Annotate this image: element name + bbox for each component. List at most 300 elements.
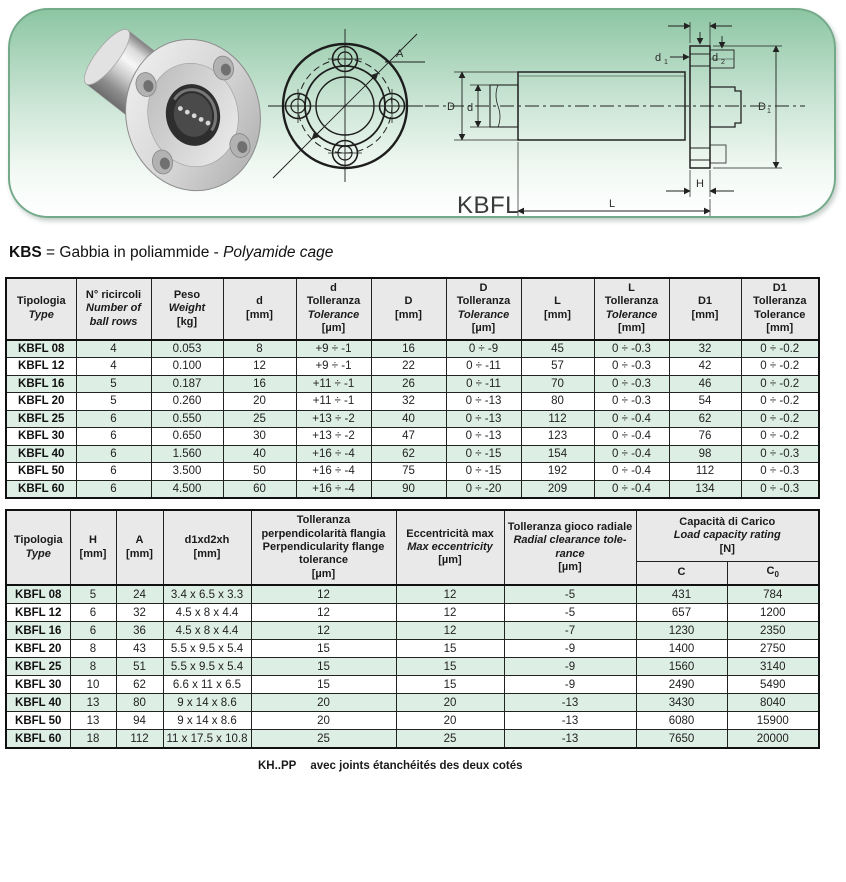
column-header-line: d xyxy=(256,295,263,308)
dim-D1-sub: 1 xyxy=(767,108,771,115)
value-cell: 70 xyxy=(521,375,594,393)
column-header-line: [kg] xyxy=(176,315,198,328)
value-cell: 42 xyxy=(669,358,741,376)
value-cell: 18 xyxy=(70,730,116,749)
value-cell: 0 ÷ -0.3 xyxy=(741,480,819,498)
column-header xyxy=(223,278,296,340)
value-cell: 75 xyxy=(371,463,446,481)
value-cell: 12 xyxy=(396,604,504,622)
table-row xyxy=(6,640,819,658)
type-cell: KBFL 25 xyxy=(6,658,70,676)
column-header-line: Peso xyxy=(173,288,201,301)
value-cell: 0 ÷ -15 xyxy=(446,463,521,481)
column-header xyxy=(151,278,223,340)
column-header-line: L xyxy=(554,295,561,308)
value-cell: 12 xyxy=(251,585,396,604)
performance-table xyxy=(5,509,820,749)
value-cell: 0 ÷ -0.4 xyxy=(594,445,669,463)
value-cell: 25 xyxy=(396,730,504,749)
column-header-line: Tolerance xyxy=(605,308,658,321)
value-cell: 0 ÷ -0.3 xyxy=(741,445,819,463)
value-cell: 15 xyxy=(251,658,396,676)
capacity-subheader xyxy=(636,561,727,585)
table-row xyxy=(6,622,819,640)
value-cell: 431 xyxy=(636,585,727,604)
value-cell: 6 xyxy=(76,445,151,463)
value-cell: 0.053 xyxy=(151,340,223,358)
value-cell: 3.500 xyxy=(151,463,223,481)
column-header-line: Tipologia xyxy=(13,534,63,547)
value-cell: 54 xyxy=(669,393,741,411)
value-cell: 26 xyxy=(371,375,446,393)
table-row xyxy=(6,428,819,446)
column-header-line: [µm] xyxy=(471,322,496,335)
value-cell: 4.5 x 8 x 4.4 xyxy=(163,604,251,622)
value-cell: 5 xyxy=(76,375,151,393)
value-cell: 8 xyxy=(70,658,116,676)
value-cell: 0 ÷ -11 xyxy=(446,358,521,376)
value-cell: 40 xyxy=(223,445,296,463)
value-cell: 76 xyxy=(669,428,741,446)
value-cell: 112 xyxy=(669,463,741,481)
column-header xyxy=(594,278,669,340)
column-header-line: Weight xyxy=(168,302,206,315)
dim-D-label: D xyxy=(447,101,455,113)
type-cell: KBFL 40 xyxy=(6,445,76,463)
value-cell: 62 xyxy=(116,676,163,694)
value-cell: 11 x 17.5 x 10.8 xyxy=(163,730,251,749)
type-cell: KBFL 25 xyxy=(6,410,76,428)
capacity-subheader-label: C xyxy=(677,566,686,579)
value-cell: 0 ÷ -0.4 xyxy=(594,480,669,498)
value-cell: +11 ÷ -1 xyxy=(296,375,371,393)
column-header-line: Tipologia xyxy=(16,295,66,308)
value-cell: 25 xyxy=(251,730,396,749)
value-cell: 209 xyxy=(521,480,594,498)
value-cell: -13 xyxy=(504,730,636,749)
value-cell: 1230 xyxy=(636,622,727,640)
value-cell: 24 xyxy=(116,585,163,604)
value-cell: 12 xyxy=(223,358,296,376)
value-cell: 1200 xyxy=(727,604,819,622)
value-cell: 0 ÷ -9 xyxy=(446,340,521,358)
column-header-line: D xyxy=(404,295,413,308)
value-cell: 62 xyxy=(669,410,741,428)
value-cell: 32 xyxy=(669,340,741,358)
value-cell: +9 ÷ -1 xyxy=(296,358,371,376)
dim-D1-label: D xyxy=(758,101,766,113)
column-header xyxy=(504,510,636,585)
product-label: KBFL xyxy=(457,192,520,216)
value-cell: +16 ÷ -4 xyxy=(296,445,371,463)
column-header-line: Number of xyxy=(86,302,141,315)
table-row xyxy=(6,463,819,481)
value-cell: 57 xyxy=(521,358,594,376)
column-header-line: Tolleranza xyxy=(604,295,659,308)
column-header-line: [mm] xyxy=(79,547,107,560)
value-cell: 36 xyxy=(116,622,163,640)
value-cell: 8040 xyxy=(727,694,819,712)
value-cell: 94 xyxy=(116,712,163,730)
value-cell: +13 ÷ -2 xyxy=(296,428,371,446)
value-cell: 60 xyxy=(223,480,296,498)
value-cell: 0 ÷ -13 xyxy=(446,428,521,446)
value-cell: 20 xyxy=(223,393,296,411)
value-cell: 2490 xyxy=(636,676,727,694)
capacity-header xyxy=(636,510,819,561)
value-cell: 16 xyxy=(223,375,296,393)
column-header-line: rance xyxy=(555,547,585,560)
type-cell: KBFL 12 xyxy=(6,358,76,376)
value-cell: 784 xyxy=(727,585,819,604)
value-cell: 6 xyxy=(70,604,116,622)
value-cell: -9 xyxy=(504,658,636,676)
column-header xyxy=(116,510,163,585)
value-cell: 0.187 xyxy=(151,375,223,393)
dim-d2-label: d xyxy=(711,52,719,64)
type-cell: KBFL 16 xyxy=(6,375,76,393)
value-cell: +16 ÷ -4 xyxy=(296,480,371,498)
column-header xyxy=(371,278,446,340)
dim-H-label: H xyxy=(696,178,704,190)
value-cell: 9 x 14 x 8.6 xyxy=(163,712,251,730)
type-cell: KBFL 08 xyxy=(6,340,76,358)
cage-caption-text-en: Polyamide cage xyxy=(223,244,334,261)
value-cell: 4.500 xyxy=(151,480,223,498)
dimensions-table xyxy=(5,277,820,499)
column-header-line: Radial clearance tole- xyxy=(513,534,627,547)
value-cell: 46 xyxy=(669,375,741,393)
column-header-line: Type xyxy=(28,308,54,321)
table-row xyxy=(6,480,819,498)
column-header-line: Tolerance xyxy=(457,308,510,321)
value-cell: 90 xyxy=(371,480,446,498)
value-cell: 6 xyxy=(76,480,151,498)
value-cell: 98 xyxy=(669,445,741,463)
column-header xyxy=(70,510,116,585)
value-cell: 13 xyxy=(70,694,116,712)
value-cell: 6 xyxy=(70,622,116,640)
table-row xyxy=(6,410,819,428)
table-row xyxy=(6,585,819,604)
capacity-subheader xyxy=(727,561,819,585)
value-cell: 0 ÷ -11 xyxy=(446,375,521,393)
value-cell: 12 xyxy=(251,604,396,622)
type-cell: KBFL 50 xyxy=(6,712,70,730)
column-header-line: [mm] xyxy=(544,308,571,321)
value-cell: -9 xyxy=(504,640,636,658)
value-cell: 13 xyxy=(70,712,116,730)
column-header-line: Eccentricità max xyxy=(406,527,494,540)
value-cell: 20 xyxy=(251,694,396,712)
value-cell: 0 ÷ -0.3 xyxy=(594,340,669,358)
value-cell: 15900 xyxy=(727,712,819,730)
value-cell: 15 xyxy=(251,640,396,658)
value-cell: 4.5 x 8 x 4.4 xyxy=(163,622,251,640)
value-cell: 3430 xyxy=(636,694,727,712)
column-header-line: L xyxy=(628,282,635,294)
column-header-line: [µm] xyxy=(311,567,336,580)
value-cell: 0.100 xyxy=(151,358,223,376)
value-cell: 0 ÷ -0.2 xyxy=(741,410,819,428)
header-row xyxy=(6,510,819,561)
value-cell: 5.5 x 9.5 x 5.4 xyxy=(163,640,251,658)
value-cell: 0 ÷ -0.2 xyxy=(741,340,819,358)
value-cell: 7650 xyxy=(636,730,727,749)
value-cell: 2350 xyxy=(727,622,819,640)
product-photo xyxy=(77,23,274,203)
type-cell: KBFL 08 xyxy=(6,585,70,604)
column-header xyxy=(251,510,396,585)
product-drawing-panel xyxy=(8,8,836,218)
footnote-text: avec joints étanchéités des deux cotés xyxy=(310,760,523,773)
capacity-subheader-subscript: 0 xyxy=(774,570,779,580)
value-cell: 51 xyxy=(116,658,163,676)
value-cell: 15 xyxy=(396,640,504,658)
value-cell: 0.260 xyxy=(151,393,223,411)
column-header xyxy=(669,278,741,340)
value-cell: +9 ÷ -1 xyxy=(296,340,371,358)
value-cell: 2750 xyxy=(727,640,819,658)
table-row xyxy=(6,712,819,730)
value-cell: 6 xyxy=(76,428,151,446)
table-row xyxy=(6,393,819,411)
value-cell: 9 x 14 x 8.6 xyxy=(163,694,251,712)
column-header-line: Tolerance xyxy=(754,308,806,321)
catalog-page xyxy=(0,8,846,882)
value-cell: -9 xyxy=(504,676,636,694)
cage-caption-text: = Gabbia in poliammide - xyxy=(41,244,224,261)
footnote xyxy=(258,760,846,772)
value-cell: 8 xyxy=(223,340,296,358)
value-cell: -13 xyxy=(504,712,636,730)
value-cell: 1400 xyxy=(636,640,727,658)
value-cell: 6.6 x 11 x 6.5 xyxy=(163,676,251,694)
value-cell: 1.560 xyxy=(151,445,223,463)
column-header-line: Load capacity rating xyxy=(673,529,781,542)
value-cell: 5.5 x 9.5 x 5.4 xyxy=(163,658,251,676)
column-header-line: D1 xyxy=(697,295,713,308)
value-cell: 4 xyxy=(76,340,151,358)
cage-caption xyxy=(9,244,846,262)
column-header-line: [mm] xyxy=(618,322,645,335)
value-cell: 112 xyxy=(521,410,594,428)
header-row xyxy=(6,278,819,340)
value-cell: +11 ÷ -1 xyxy=(296,393,371,411)
value-cell: 20 xyxy=(396,694,504,712)
value-cell: 43 xyxy=(116,640,163,658)
column-header-line: [mm] xyxy=(395,308,422,321)
value-cell: 20000 xyxy=(727,730,819,749)
front-dim-label: A xyxy=(396,48,404,60)
value-cell: 0 ÷ -0.4 xyxy=(594,428,669,446)
value-cell: 62 xyxy=(371,445,446,463)
value-cell: 0 ÷ -20 xyxy=(446,480,521,498)
value-cell: 6080 xyxy=(636,712,727,730)
dim-L-label: L xyxy=(608,198,616,210)
column-header xyxy=(163,510,251,585)
column-header-line: Tolerance xyxy=(307,308,360,321)
table-row xyxy=(6,340,819,358)
column-header-line: [mm] xyxy=(126,547,153,560)
value-cell: 30 xyxy=(223,428,296,446)
column-header-line: Type xyxy=(25,547,51,560)
value-cell: 15 xyxy=(396,658,504,676)
column-header xyxy=(76,278,151,340)
type-cell: KBFL 30 xyxy=(6,676,70,694)
value-cell: 112 xyxy=(116,730,163,749)
type-cell: KBFL 40 xyxy=(6,694,70,712)
column-header-line: Tolleranza gioco radiale xyxy=(507,520,633,533)
value-cell: 3.4 x 6.5 x 3.3 xyxy=(163,585,251,604)
value-cell: -5 xyxy=(504,604,636,622)
column-header-line: N° ricircoli xyxy=(85,288,142,301)
value-cell: 20 xyxy=(396,712,504,730)
column-header xyxy=(296,278,371,340)
dim-d-label: d xyxy=(466,102,474,114)
value-cell: 45 xyxy=(521,340,594,358)
value-cell: 0 ÷ -0.3 xyxy=(741,463,819,481)
value-cell: 15 xyxy=(396,676,504,694)
value-cell: 0.550 xyxy=(151,410,223,428)
column-header-line: Perpendicularity flange xyxy=(262,540,385,553)
value-cell: +16 ÷ -4 xyxy=(296,463,371,481)
dim-d1-label: d xyxy=(654,52,662,64)
table-row xyxy=(6,604,819,622)
value-cell: 12 xyxy=(396,585,504,604)
value-cell: -7 xyxy=(504,622,636,640)
side-view-drawing xyxy=(425,22,805,216)
value-cell: 657 xyxy=(636,604,727,622)
value-cell: +13 ÷ -2 xyxy=(296,410,371,428)
column-header-line: [mm] xyxy=(691,308,719,321)
column-header-line: perpendicolarità flangia xyxy=(261,527,386,540)
column-header xyxy=(741,278,819,340)
dim-d2-sub: 2 xyxy=(721,59,725,66)
value-cell: 32 xyxy=(116,604,163,622)
column-header-line: Tolleranza xyxy=(752,295,807,308)
dim-d1-sub: 1 xyxy=(664,59,668,66)
value-cell: 0 ÷ -0.3 xyxy=(594,375,669,393)
value-cell: 1560 xyxy=(636,658,727,676)
value-cell: 6 xyxy=(76,410,151,428)
column-header-line: H xyxy=(89,534,97,547)
type-cell: KBFL 60 xyxy=(6,730,70,749)
value-cell: 5 xyxy=(70,585,116,604)
type-cell: KBFL 20 xyxy=(6,393,76,411)
value-cell: 25 xyxy=(223,410,296,428)
value-cell: 192 xyxy=(521,463,594,481)
value-cell: 50 xyxy=(223,463,296,481)
value-cell: 0 ÷ -15 xyxy=(446,445,521,463)
table-row xyxy=(6,375,819,393)
value-cell: 47 xyxy=(371,428,446,446)
value-cell: 16 xyxy=(371,340,446,358)
value-cell: 0 ÷ -13 xyxy=(446,393,521,411)
column-header-line: Max eccentricity xyxy=(407,540,493,553)
value-cell: 154 xyxy=(521,445,594,463)
value-cell: 0.650 xyxy=(151,428,223,446)
value-cell: 0 ÷ -0.2 xyxy=(741,393,819,411)
value-cell: 40 xyxy=(371,410,446,428)
value-cell: 15 xyxy=(251,676,396,694)
value-cell: 20 xyxy=(251,712,396,730)
column-header-line: Capacità di Carico xyxy=(679,515,776,528)
column-header-line: [mm] xyxy=(246,308,273,321)
type-cell: KBFL 60 xyxy=(6,480,76,498)
value-cell: 10 xyxy=(70,676,116,694)
capacity-subheader-label: C xyxy=(766,565,775,578)
value-cell: 3140 xyxy=(727,658,819,676)
column-header-line: d1xd2xh xyxy=(184,534,230,547)
drawings-canvas xyxy=(10,10,834,216)
column-header-line: D xyxy=(479,282,488,294)
value-cell: 80 xyxy=(521,393,594,411)
value-cell: 6 xyxy=(76,463,151,481)
value-cell: 8 xyxy=(70,640,116,658)
table-row xyxy=(6,730,819,749)
table-row xyxy=(6,358,819,376)
column-header-line: tolerance xyxy=(299,554,348,567)
value-cell: 12 xyxy=(396,622,504,640)
column-header-line: [µm] xyxy=(321,322,346,335)
column-header xyxy=(396,510,504,585)
value-cell: 0 ÷ -0.3 xyxy=(594,358,669,376)
column-header xyxy=(6,510,70,585)
column-header-line: [µm] xyxy=(558,561,582,574)
column-header-line: A xyxy=(135,534,144,547)
footnote-code: KH..PP xyxy=(258,760,297,773)
value-cell: -13 xyxy=(504,694,636,712)
table-row xyxy=(6,676,819,694)
value-cell: 0 ÷ -0.2 xyxy=(741,375,819,393)
value-cell: 0 ÷ -13 xyxy=(446,410,521,428)
column-header-line: ball rows xyxy=(89,315,138,328)
value-cell: 5490 xyxy=(727,676,819,694)
value-cell: 12 xyxy=(251,622,396,640)
column-header-line: [mm] xyxy=(193,547,221,560)
column-header-line: [µm] xyxy=(438,554,462,567)
table-row xyxy=(6,445,819,463)
column-header-line: Tolleranza xyxy=(456,295,511,308)
cage-caption-code: KBS xyxy=(9,244,42,261)
column-header-line: [mm] xyxy=(766,322,794,335)
value-cell: 0 ÷ -0.2 xyxy=(741,428,819,446)
value-cell: 80 xyxy=(116,694,163,712)
value-cell: 0 ÷ -0.2 xyxy=(741,358,819,376)
column-header-line: Tolleranza xyxy=(296,514,351,527)
type-cell: KBFL 12 xyxy=(6,604,70,622)
value-cell: 0 ÷ -0.4 xyxy=(594,463,669,481)
type-cell: KBFL 50 xyxy=(6,463,76,481)
table-row xyxy=(6,694,819,712)
value-cell: 0 ÷ -0.3 xyxy=(594,393,669,411)
value-cell: 123 xyxy=(521,428,594,446)
column-header-line: d xyxy=(330,282,337,294)
value-cell: 5 xyxy=(76,393,151,411)
value-cell: -5 xyxy=(504,585,636,604)
column-header-line: [N] xyxy=(719,542,735,555)
column-header xyxy=(6,278,76,340)
value-cell: 22 xyxy=(371,358,446,376)
column-header-line: Tolleranza xyxy=(306,295,361,308)
column-header-line: D1 xyxy=(772,282,787,294)
column-header xyxy=(521,278,594,340)
type-cell: KBFL 30 xyxy=(6,428,76,446)
value-cell: 32 xyxy=(371,393,446,411)
type-cell: KBFL 16 xyxy=(6,622,70,640)
table-row xyxy=(6,658,819,676)
